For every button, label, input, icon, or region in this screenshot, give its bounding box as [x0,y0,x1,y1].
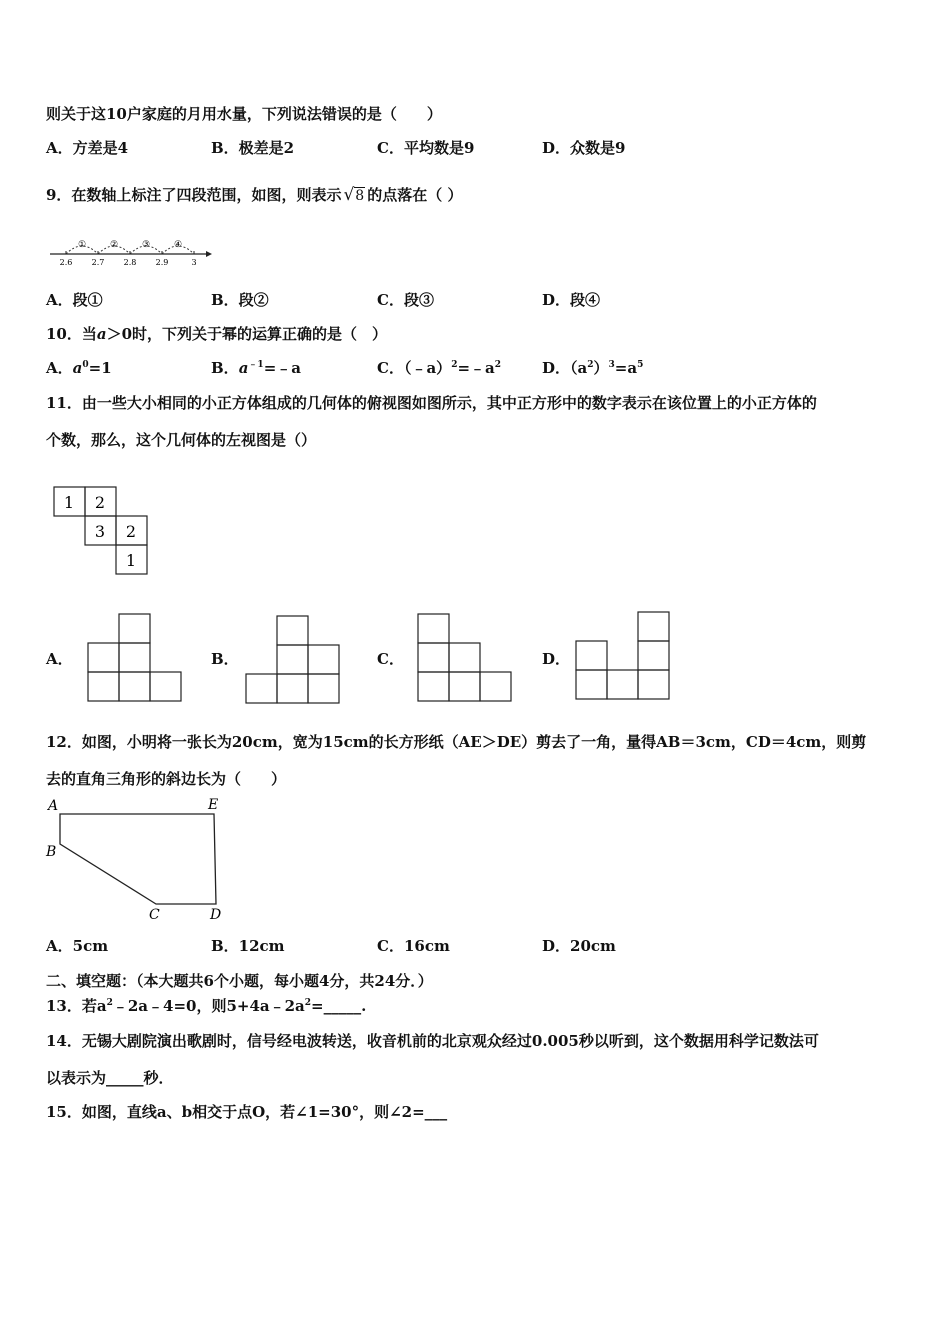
q13-exponent: 2 [304,998,312,1008]
q11-option-a-label[interactable]: A． [46,650,73,668]
q13-exponent: 2 [106,998,113,1008]
top-view-grid [53,486,150,576]
tick-label: 2.6 [59,258,73,267]
q8-option-a[interactable]: A．方差是4 [46,139,129,157]
q13-part: ﹣2a﹣4=0，则5+4a﹣2a [112,997,305,1015]
option-exponent: 2 [587,360,594,370]
q12-option-c[interactable]: C．16cm [377,937,450,955]
q13-stem [46,995,366,1016]
option-label: D． [542,359,571,377]
q11-option-b-figure[interactable] [245,615,341,705]
grid-cell-value: 1 [63,493,75,512]
q8-option-b[interactable]: B．极差是2 [211,139,295,157]
grid-cell-value: 1 [125,551,137,570]
tick-label: 3 [191,258,197,267]
q10-variable: a [96,325,107,343]
q11-option-b-label[interactable]: B． [211,650,239,668]
q11-stem-line1: 11．由一些大小相同的小正方体组成的几何体的俯视图如图所示，其中正方形中的数字表示在该位置上的小正方体的 [46,394,817,412]
section-title: 二、填空题：（本大题共6个小题，每小题4分，共24分．） [46,972,433,990]
q11-option-d-label[interactable]: D． [542,650,571,668]
q10-option-d[interactable] [542,357,643,378]
option-rest: =1 [88,359,112,377]
sqrt-expression: √8 [343,185,365,205]
q10-option-b[interactable] [211,357,301,378]
q10-condition: ＞0时，下列关于幂的运算正确的是（ ） [106,325,388,343]
q9-stem [46,184,462,205]
point-label-b: B [46,844,57,860]
option-exponent: 3 [608,360,615,370]
option-exponent: 2 [451,360,458,370]
sqrt-argument: 8 [355,188,365,204]
segment-label-4: ④ [173,240,183,250]
q11-option-d-figure[interactable] [575,611,671,701]
q9-option-a[interactable]: A．段① [46,291,103,309]
option-exponent: ﹣1 [248,360,264,370]
point-label-e: E [208,797,219,813]
option-rest: =﹣a [263,359,301,377]
number-line-figure [46,232,216,268]
point-label-a: A [48,798,59,814]
q8-option-c[interactable]: C．平均数是9 [377,139,475,157]
segment-label-1: ① [77,240,87,250]
q11-option-c-label[interactable]: C． [377,650,404,668]
tick-label: 2.8 [123,258,137,267]
option-base: a [238,359,249,377]
q10-stem [46,323,387,344]
tick-label: 2.9 [155,258,169,267]
q9-option-c[interactable]: C．段③ [377,291,434,309]
option-base: （a [570,359,588,377]
q15-stem: 15．如图，直线a、b相交于点O，若∠1=30°，则∠2=___ [46,1103,448,1121]
segment-label-3: ③ [141,240,151,250]
q9-stem-before: 9．在数轴上标注了四段范围，如图，则表示 [46,186,342,204]
q9-stem-after: 的点落在（ ） [367,186,463,204]
q12-option-b[interactable]: B．12cm [211,937,285,955]
q14-stem-line1: 14．无锡大剧院演出歌剧时，信号经电波转送，收音机前的北京观众经过0.005秒以听到，这个数据用科学记数法可 [46,1032,819,1050]
cut-rectangle-figure [44,794,234,924]
option-rest: =﹣a [457,359,495,377]
option-label: C． [377,359,404,377]
q9-option-b[interactable]: B．段② [211,291,269,309]
point-label-d: D [210,907,222,923]
q12-stem-line1: 12．如图，小明将一张长为20cm，宽为15cm的长方形纸（AE＞DE）剪去了一角，量得AB＝3cm，CD＝4cm，则剪 [46,733,867,751]
q13-part: =_____. [311,997,367,1015]
q9-option-d[interactable]: D．段④ [542,291,601,309]
option-exponent: 0 [82,360,89,370]
option-exponent: 2 [494,360,502,370]
grid-cell-value: 2 [94,493,106,512]
q10-option-c[interactable] [377,357,501,378]
grid-cell-value: 3 [94,522,106,541]
q12-option-d[interactable]: D．20cm [542,937,616,955]
option-base: （﹣a） [403,359,452,377]
segment-label-2: ② [109,240,119,250]
q10-option-a[interactable] [46,357,112,378]
q13-part: 13．若a [46,997,107,1015]
option-paren: ） [593,359,609,377]
q8-option-d[interactable]: D．众数是9 [542,139,626,157]
tick-label: 2.7 [91,258,105,267]
option-rest: =a [614,359,638,377]
point-label-c: C [149,907,160,923]
q12-option-a[interactable]: A．5cm [46,937,109,955]
q14-stem-line2: 以表示为_____秒． [46,1069,174,1087]
q11-stem-line2: 个数，那么，这个几何体的左视图是（） [46,431,317,449]
q12-stem-line2: 去的直角三角形的斜边长为（ ） [46,770,287,788]
q11-option-a-figure[interactable] [87,613,183,703]
option-label: B． [211,359,239,377]
grid-cell-value: 2 [125,522,137,541]
q11-option-c-figure[interactable] [417,613,513,703]
option-base: a [72,359,83,377]
option-label: A． [46,359,73,377]
q8-stem: 则关于这10户家庭的月用水量，下列说法错误的是（ ） [46,105,442,123]
option-exponent: 5 [637,360,644,370]
q10-number: 10．当 [46,325,97,343]
